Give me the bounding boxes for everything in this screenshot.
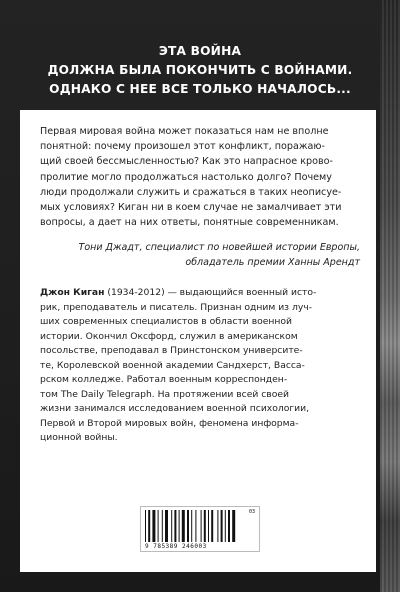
barcode-bar <box>152 510 155 542</box>
bio-line: рик, преподаватель и писатель. Признан одним из луч- <box>40 301 313 313</box>
barcode-bar <box>187 510 189 542</box>
bio-line: Первой и Второй мировых войн, феномена информа- <box>40 417 299 429</box>
bio-line: посольстве, преподавал в Принстонском университе- <box>40 345 303 356</box>
isbn-barcode <box>140 506 260 552</box>
barcode-bar <box>232 510 235 542</box>
blurb-line: Первая мировая война может показаться нам не вполне <box>40 126 329 137</box>
review-attribution <box>40 240 360 270</box>
barcode-bar <box>148 510 150 542</box>
barcode-bar <box>208 510 209 542</box>
barcode-bar <box>182 510 185 542</box>
review-blurb <box>40 124 356 230</box>
bio-line: ционной войны. <box>40 432 118 443</box>
barcode-bar <box>162 510 163 542</box>
bio-first-line: (1934-2012) — выдающийся военный исто- <box>104 287 317 298</box>
barcode-bar <box>201 510 202 542</box>
bio-line: истории. Окончил Оксфорд, служил в американском <box>40 330 298 342</box>
barcode-bar <box>211 510 213 542</box>
barcode-bar <box>179 510 180 542</box>
blurb-line: вопросы, а дает на них ответы, понятные современникам. <box>40 217 339 229</box>
author-name: Джон Киган <box>40 287 105 298</box>
barcode-bar <box>228 510 230 542</box>
isbn-number: 9 785389 246003 <box>145 543 207 550</box>
barcode-bars <box>145 510 255 542</box>
barcode-bar <box>217 510 218 542</box>
barcode-bar <box>191 510 192 542</box>
barcode-bar <box>171 510 172 542</box>
blurb-line: пролитие могло продолжаться настолько долго? Почему <box>40 171 332 183</box>
headline-line-1: ЭТА ВОЙНА <box>158 44 242 58</box>
author-bio <box>40 286 356 446</box>
headline-line-2: ДОЛЖНА БЫЛА ПОКОНЧИТЬ С ВОЙНАМИ. <box>47 63 353 77</box>
bio-line: рском колледже. Работал военным корреспонден- <box>40 374 288 385</box>
barcode-bar <box>165 510 168 542</box>
bio-line <box>40 286 356 301</box>
barcode-bar <box>145 510 146 542</box>
barcode-bar <box>195 510 196 542</box>
blurb-line: понятной: почему произошел этот конфликт, поражаю- <box>40 141 325 153</box>
barcode-bar <box>204 510 206 542</box>
headline-line-3: ОДНАКО С НЕЕ ВСЕ ТОЛЬКО НАЧАЛОСЬ... <box>49 82 351 96</box>
bio-line: жизни занимался исследованием военной психологии, <box>40 403 310 414</box>
barcode-bar <box>174 510 176 542</box>
blurb-line: щий своей бессмысленностью? Как это напрасное крово- <box>40 156 333 168</box>
barcode-bar <box>225 510 226 542</box>
headline <box>0 42 400 99</box>
bio-line: том The Daily Telegraph. На протяжении всей своей <box>40 388 289 400</box>
barcode-bar <box>221 510 223 542</box>
bio-line: те, Королевской военной академии Сандхерст, Васса- <box>40 359 305 371</box>
barcode-addon: 03 <box>248 509 255 515</box>
blurb-line: люди продолжали служить и сражаться в таких неописуе- <box>40 186 342 198</box>
attribution-line: обладатель премии Ханны Арендт <box>185 257 360 268</box>
bio-line: ших современных специалистов в области военной <box>40 316 292 327</box>
attribution-line: Тони Джадт, специалист по новейшей истории Европы, <box>78 242 360 253</box>
barcode-bar <box>158 510 159 542</box>
blurb-line: мых условиях? Киган ни в коем случае не замалчивает эти <box>40 202 342 214</box>
